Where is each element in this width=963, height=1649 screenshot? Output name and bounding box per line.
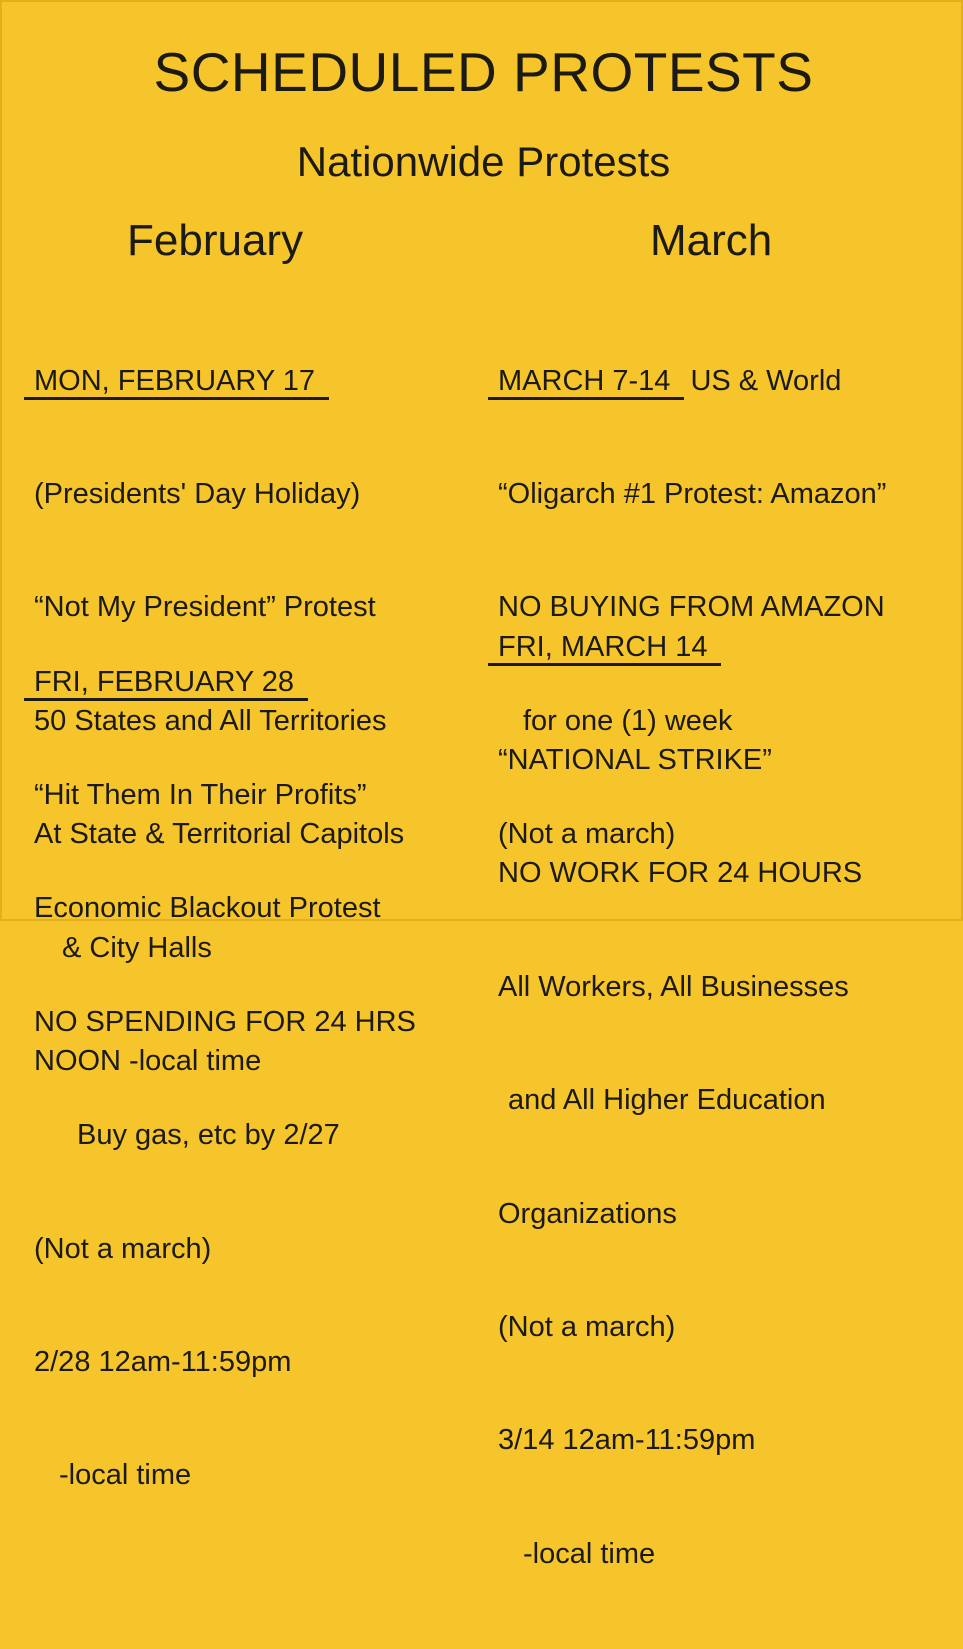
event-feb-28 (34, 588, 416, 1571)
poster-title: SCHEDULED PROTESTS (153, 41, 814, 103)
event-line: Organizations (498, 1197, 677, 1230)
month-heading-february: February (127, 216, 304, 265)
event-line: -local time (59, 1459, 192, 1492)
event-line: for one (1) week (523, 704, 733, 737)
event-line: (Not a march) (34, 1232, 212, 1265)
event-line: and All Higher Education (508, 1084, 826, 1117)
event-line: NOON -local time (34, 1044, 262, 1077)
event-heading: MON, FEBRUARY 17 (34, 363, 315, 401)
event-line: Economic Blackout Protest (34, 892, 381, 925)
event-heading-tail: US & World (690, 364, 842, 397)
event-line: “Not My President” Protest (34, 591, 376, 624)
event-line: NO SPENDING FOR 24 HRS (34, 1005, 416, 1038)
event-line: “NATIONAL STRIKE” (498, 743, 772, 776)
event-line: At State & Territorial Capitols (34, 818, 405, 851)
event-line: NO BUYING FROM AMAZON (498, 591, 885, 624)
event-heading: FRI, FEBRUARY 28 (34, 664, 294, 702)
event-line: & City Halls (62, 931, 212, 964)
event-line: (Presidents' Day Holiday) (34, 477, 361, 510)
poster-subtitle: Nationwide Protests (296, 138, 671, 185)
month-heading-march: March (650, 216, 773, 265)
event-heading: FRI, MARCH 14 (498, 629, 707, 667)
event-line: NO WORK FOR 24 HOURS (498, 857, 863, 890)
event-line: (Not a march) (498, 818, 676, 851)
event-line: “Oligarch #1 Protest: Amazon” (498, 477, 887, 510)
event-line: -local time (523, 1537, 656, 1570)
event-line: 3/14 12am-11:59pm (498, 1424, 756, 1457)
event-line: 2/28 12am-11:59pm (34, 1345, 292, 1378)
event-line: (Not a march) (498, 1310, 676, 1343)
event-heading: MARCH 7-14 (498, 363, 670, 401)
event-line: “Hit Them In Their Profits” (34, 778, 367, 811)
event-mar-14 (498, 553, 862, 1649)
event-line: 50 States and All Territories (34, 704, 387, 737)
event-line: Buy gas, etc by 2/27 (77, 1119, 340, 1152)
event-line: All Workers, All Businesses (498, 970, 849, 1003)
